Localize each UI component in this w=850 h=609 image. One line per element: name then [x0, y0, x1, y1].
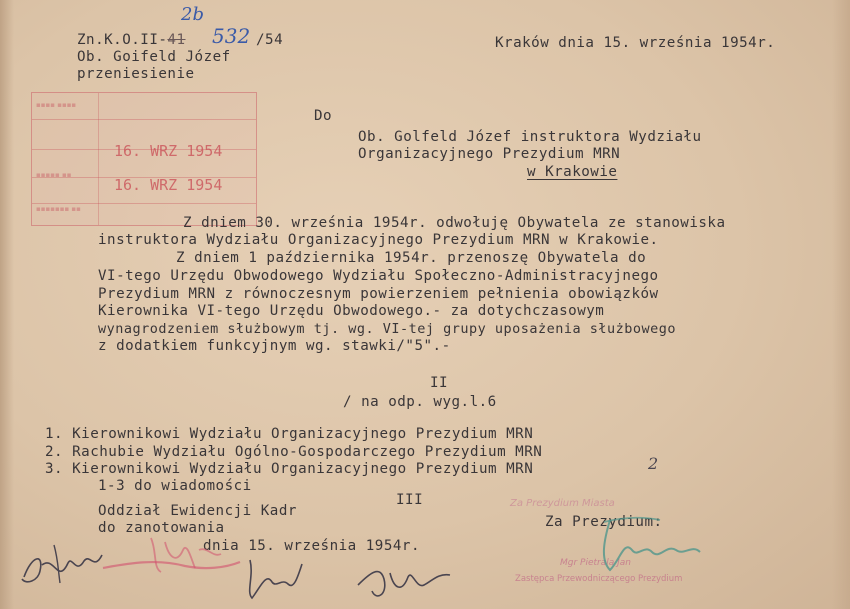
- reference-struck: 41: [167, 32, 186, 48]
- stamp-date-1: 16. WRZ 1954: [114, 142, 223, 160]
- body-line-3: Z dniem 1 października 1954r. przenoszę Obywatela do: [176, 250, 647, 266]
- body-line-5: Prezydium MRN z równoczesnym powierzeniem pełnienia obowiązków: [98, 286, 659, 302]
- reference-number: [77, 32, 186, 49]
- stamp-label-lines: ▪▪▪▪ ▪▪▪▪: [36, 101, 77, 109]
- body-line-1: Z dniem 30. września 1954r. odwołuję Obywatela ze stanowiska: [183, 215, 726, 231]
- section-3-heading: III: [396, 492, 424, 508]
- stamp-date-2: 16. WRZ 1954: [114, 176, 223, 194]
- place-date: Kraków dnia 15. września 1954r.: [495, 35, 776, 51]
- reference-prefix: Zn.K.O.II-: [77, 32, 168, 48]
- reference-hand-annotation: 2b: [181, 4, 204, 25]
- paper-edge-left: [0, 0, 14, 609]
- addressee-line-2: Organizacyjnego Prezydium MRN: [358, 146, 621, 162]
- section-3-line-1: Oddział Ewidencji Kadr: [98, 503, 297, 519]
- reference-handwritten-number: 532: [212, 24, 251, 48]
- to-label: Do: [314, 108, 333, 124]
- presidium-stamp-top: Za Prezydium Miasta: [510, 498, 615, 509]
- addressee-line-3: w Krakowie: [527, 164, 618, 180]
- body-line-2: instruktora Wydziału Organizacyjnego Prezydium MRN w Krakowie.: [98, 232, 659, 248]
- body-line-6: Kierownika VI-tego Urzędu Obwodowego.- za dotychczasowym: [98, 303, 605, 319]
- paper-edge-right: [832, 0, 850, 609]
- section-3-line-3: dnia 15. września 1954r.: [203, 538, 420, 554]
- presidium-stamp-role: Zastępca Przewodniczącego Prezydium: [515, 574, 683, 584]
- signature-right-icon: [350, 555, 460, 605]
- presidium-stamp-name: Mgr Pietrala Jan: [560, 558, 631, 568]
- header-name-line: Ob. Goifeld Józef: [77, 49, 231, 65]
- addressee-line-1: Ob. Golfeld Józef instruktora Wydziału: [358, 129, 702, 145]
- distribution-note: 1-3 do wiadomości: [98, 478, 252, 494]
- distribution-item-1: 1. Kierownikowi Wydziału Organizacyjnego Prezydium MRN: [45, 426, 534, 442]
- distribution-item-2: 2. Rachubie Wydziału Ogólno-Gospodarczego Prezydium MRN: [45, 444, 543, 460]
- signature-green-icon: [580, 500, 720, 585]
- section-3-line-2: do zanotowania: [98, 520, 225, 536]
- body-line-7: wynagrodzeniem służbowym tj. wg. VI-tej grupy uposażenia służbowego: [98, 321, 677, 337]
- closing-label: Za Prezydium:: [545, 514, 663, 530]
- body-line-4: VI-tego Urzędu Obwodowego Wydziału Społeczno-Administracyjnego: [98, 268, 659, 284]
- signature-middle-icon: [240, 548, 310, 603]
- stamp-label-lines: ▪▪▪▪▪ ▪▪: [36, 171, 72, 179]
- reference-suffix: /54: [256, 32, 284, 48]
- header-subject: przeniesienie: [77, 66, 195, 82]
- stamp-label-lines: ▪▪▪▪▪▪▪ ▪▪: [36, 205, 81, 213]
- distribution-hand-number: 2: [648, 454, 659, 473]
- section-2-heading: II: [430, 375, 449, 391]
- distribution-item-3: 3. Kierownikowi Wydziału Organizacyjnego Prezydium MRN: [45, 461, 534, 477]
- body-line-8: z dodatkiem funkcyjnym wg. stawki/"5".-: [98, 338, 451, 354]
- section-2-note: / na odp. wyg.l.6: [343, 394, 497, 410]
- signature-red-icon: [95, 528, 245, 588]
